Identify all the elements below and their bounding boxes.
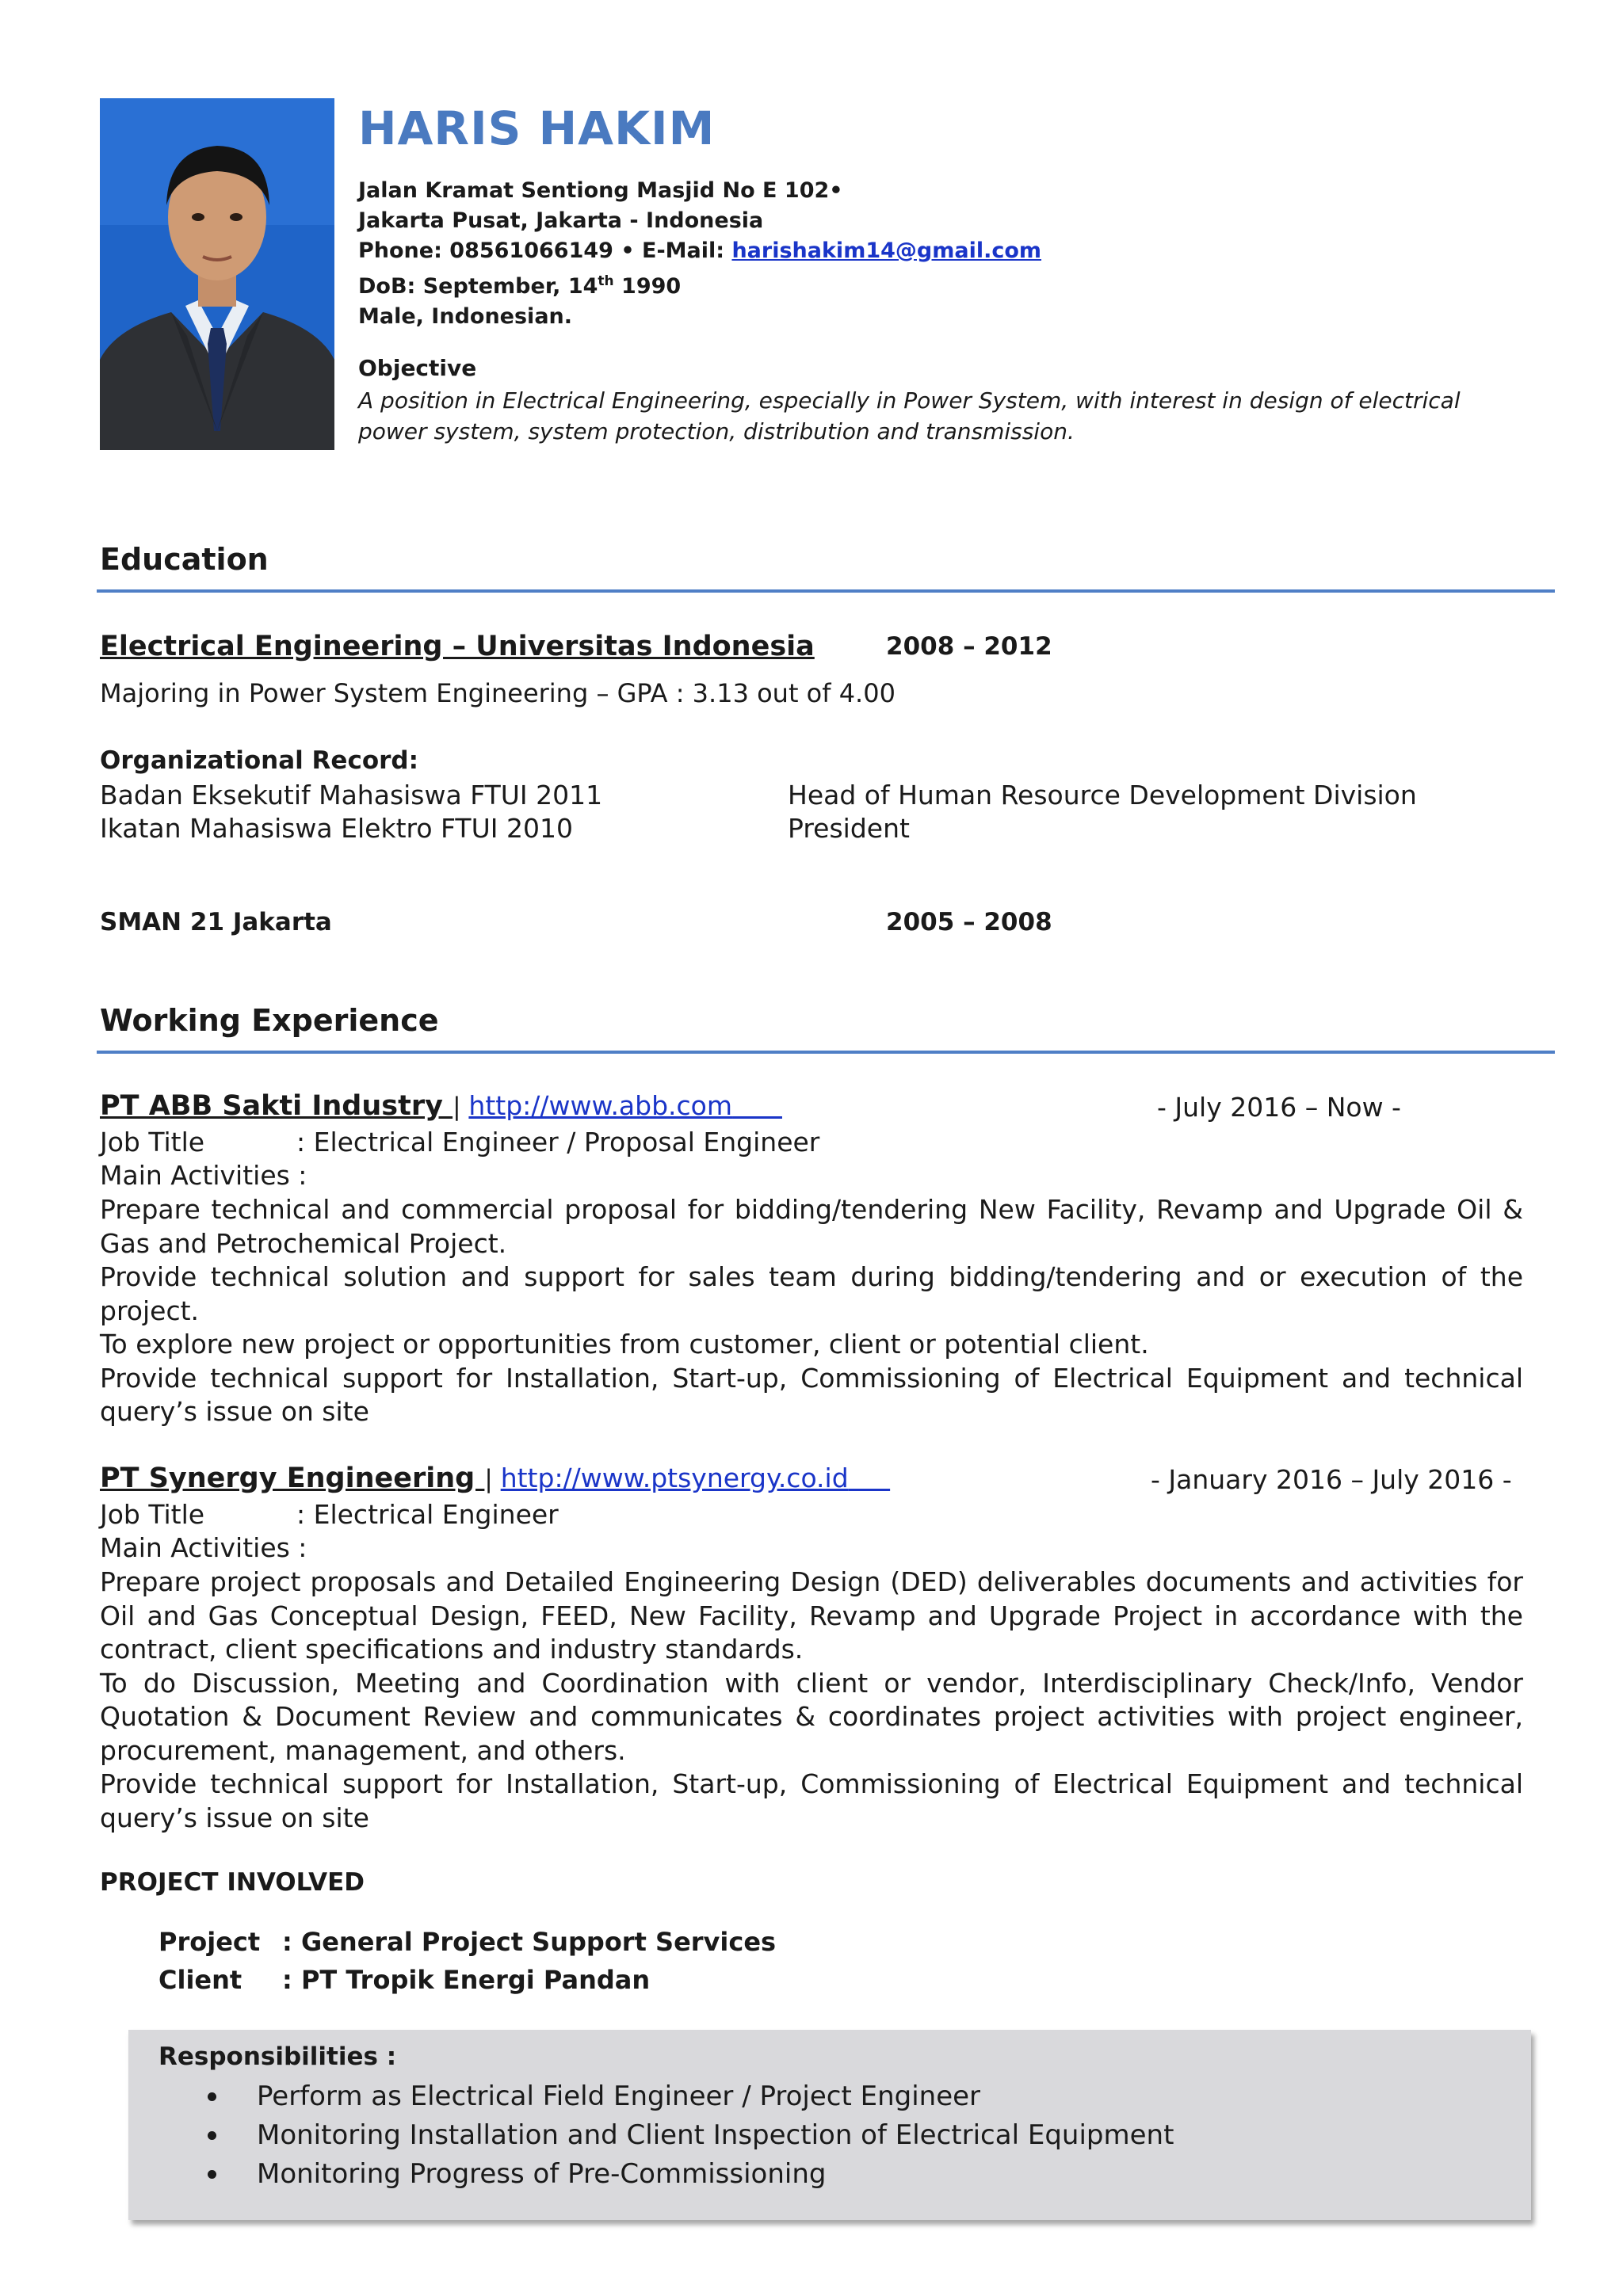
phone-text: Phone: 08561066149 • E-Mail: (358, 238, 732, 263)
job-2-header (100, 1463, 890, 1494)
job-1-activities (100, 1193, 1523, 1429)
email-link[interactable]: harishakim14@gmail.com (731, 238, 1042, 263)
job-1-period: - July 2016 – Now - (1157, 1092, 1401, 1123)
org-role-2: President (788, 813, 910, 844)
projects-heading: PROJECT INVOLVED (100, 1868, 365, 1897)
dob-ordinal: th (598, 273, 614, 289)
job-1-separator: | (453, 1093, 469, 1121)
dob-year: 1990 (613, 274, 682, 299)
dob-line (358, 266, 1547, 302)
list-item: Perform as Electrical Field Engineer / Project Engineer (208, 2077, 1174, 2116)
person-portrait-icon (100, 98, 334, 450)
project-label: Project (158, 1927, 261, 1957)
org-name-1: Badan Eksekutif Mahasiswa FTUI 2011 (100, 780, 603, 810)
responsibilities-heading: Responsibilities : (158, 2042, 397, 2071)
job-2-title-label: Job Title (100, 1499, 205, 1530)
job-1-company: PT ABB Sakti Industry (100, 1090, 453, 1122)
degree-years: 2008 – 2012 (886, 632, 1052, 661)
job-2-activity: Provide technical support for Installation, Start-up, Commissioning of Electrical Equipment and technical query’s issue on site (100, 1768, 1523, 1833)
objective-text: A position in Electrical Engineering, especially in Power System, with interest in design of electrical power system, system protection, distribution and transmission. (358, 387, 1461, 444)
address-line-2: Jakarta Pusat, Jakarta - Indonesia (358, 208, 764, 233)
degree-title: Electrical Engineering – Universitas Indonesia (100, 631, 815, 662)
dob-text: DoB: September, 14 (358, 274, 598, 299)
job-2-activity: Prepare project proposals and Detailed Engineering Design (DED) deliverables documents and activities for Oil and Gas Conceptual Design, FEED, New Facility, Revamp and Upgrade Project in accordance with the contract, client specifications and industry standards. (100, 1566, 1523, 1665)
org-record-heading: Organizational Record: (100, 746, 419, 775)
project-value: : General Project Support Services (282, 1927, 777, 1957)
list-item: Monitoring Progress of Pre-Commissioning (208, 2155, 1174, 2194)
job-1-activity: Provide technical solution and support for sales team during bidding/tendering and or execution of the project. (100, 1261, 1523, 1326)
job-1-title-label: Job Title (100, 1127, 205, 1158)
major-gpa: Majoring in Power System Engineering – GPA : 3.13 out of 4.00 (100, 678, 896, 708)
job-2-title: : Electrical Engineer (296, 1499, 559, 1530)
candidate-name: HARIS HAKIM (358, 101, 716, 155)
job-1-title: : Electrical Engineer / Proposal Engineer (296, 1127, 820, 1158)
job-1-url-link[interactable]: http://www.abb.com (468, 1090, 733, 1121)
job-1-activity: To explore new project or opportunities from customer, client or potential client. (100, 1329, 1149, 1360)
experience-divider (97, 1051, 1555, 1054)
school-name: SMAN 21 Jakarta (100, 908, 332, 936)
job-1-header (100, 1090, 782, 1122)
job-2-period: - January 2016 – July 2016 - (1151, 1464, 1512, 1495)
job-2-activity: To do Discussion, Meeting and Coordination with client or vendor, Interdisciplinary Check/Info, Vendor Quotation & Document Review and communicates & coordinates project activities with project engineer, procurement, management, and others. (100, 1667, 1523, 1766)
job-1-activity: Provide technical support for Installation, Start-up, Commissioning of Electrical Equipment and technical query’s issue on site (100, 1362, 1523, 1427)
job-2-separator: | (484, 1465, 501, 1493)
objective-heading: Objective (358, 355, 477, 381)
experience-heading: Working Experience (100, 1003, 439, 1038)
org-name-2: Ikatan Mahasiswa Elektro FTUI 2010 (100, 813, 573, 844)
job-2-company: PT Synergy Engineering (100, 1463, 485, 1494)
job-1-activity: Prepare technical and commercial proposal for bidding/tendering New Facility, Revamp and Upgrade Oil & Gas and Petrochemical Project. (100, 1194, 1523, 1259)
contact-block (358, 176, 1547, 332)
job-2-activities-label: Main Activities : (100, 1532, 307, 1563)
education-divider (97, 589, 1555, 593)
phone-email-line (358, 236, 1547, 266)
client-label: Client (158, 1965, 242, 1995)
gender-nationality: Male, Indonesian. (358, 304, 573, 329)
job-2-activities (100, 1566, 1523, 1835)
list-item: Monitoring Installation and Client Inspection of Electrical Equipment (208, 2116, 1174, 2155)
responsibilities-list (208, 2077, 1174, 2194)
school-years: 2005 – 2008 (886, 908, 1052, 936)
client-value: : PT Tropik Energi Pandan (282, 1965, 651, 1995)
address-line-1: Jalan Kramat Sentiong Masjid No E 102• (358, 178, 843, 203)
job-1-activities-label: Main Activities : (100, 1160, 307, 1191)
profile-photo (100, 98, 334, 450)
job-2-url-link[interactable]: http://www.ptsynergy.co.id (500, 1463, 849, 1493)
education-heading: Education (100, 542, 269, 577)
org-role-1: Head of Human Resource Development Division (788, 780, 1417, 810)
